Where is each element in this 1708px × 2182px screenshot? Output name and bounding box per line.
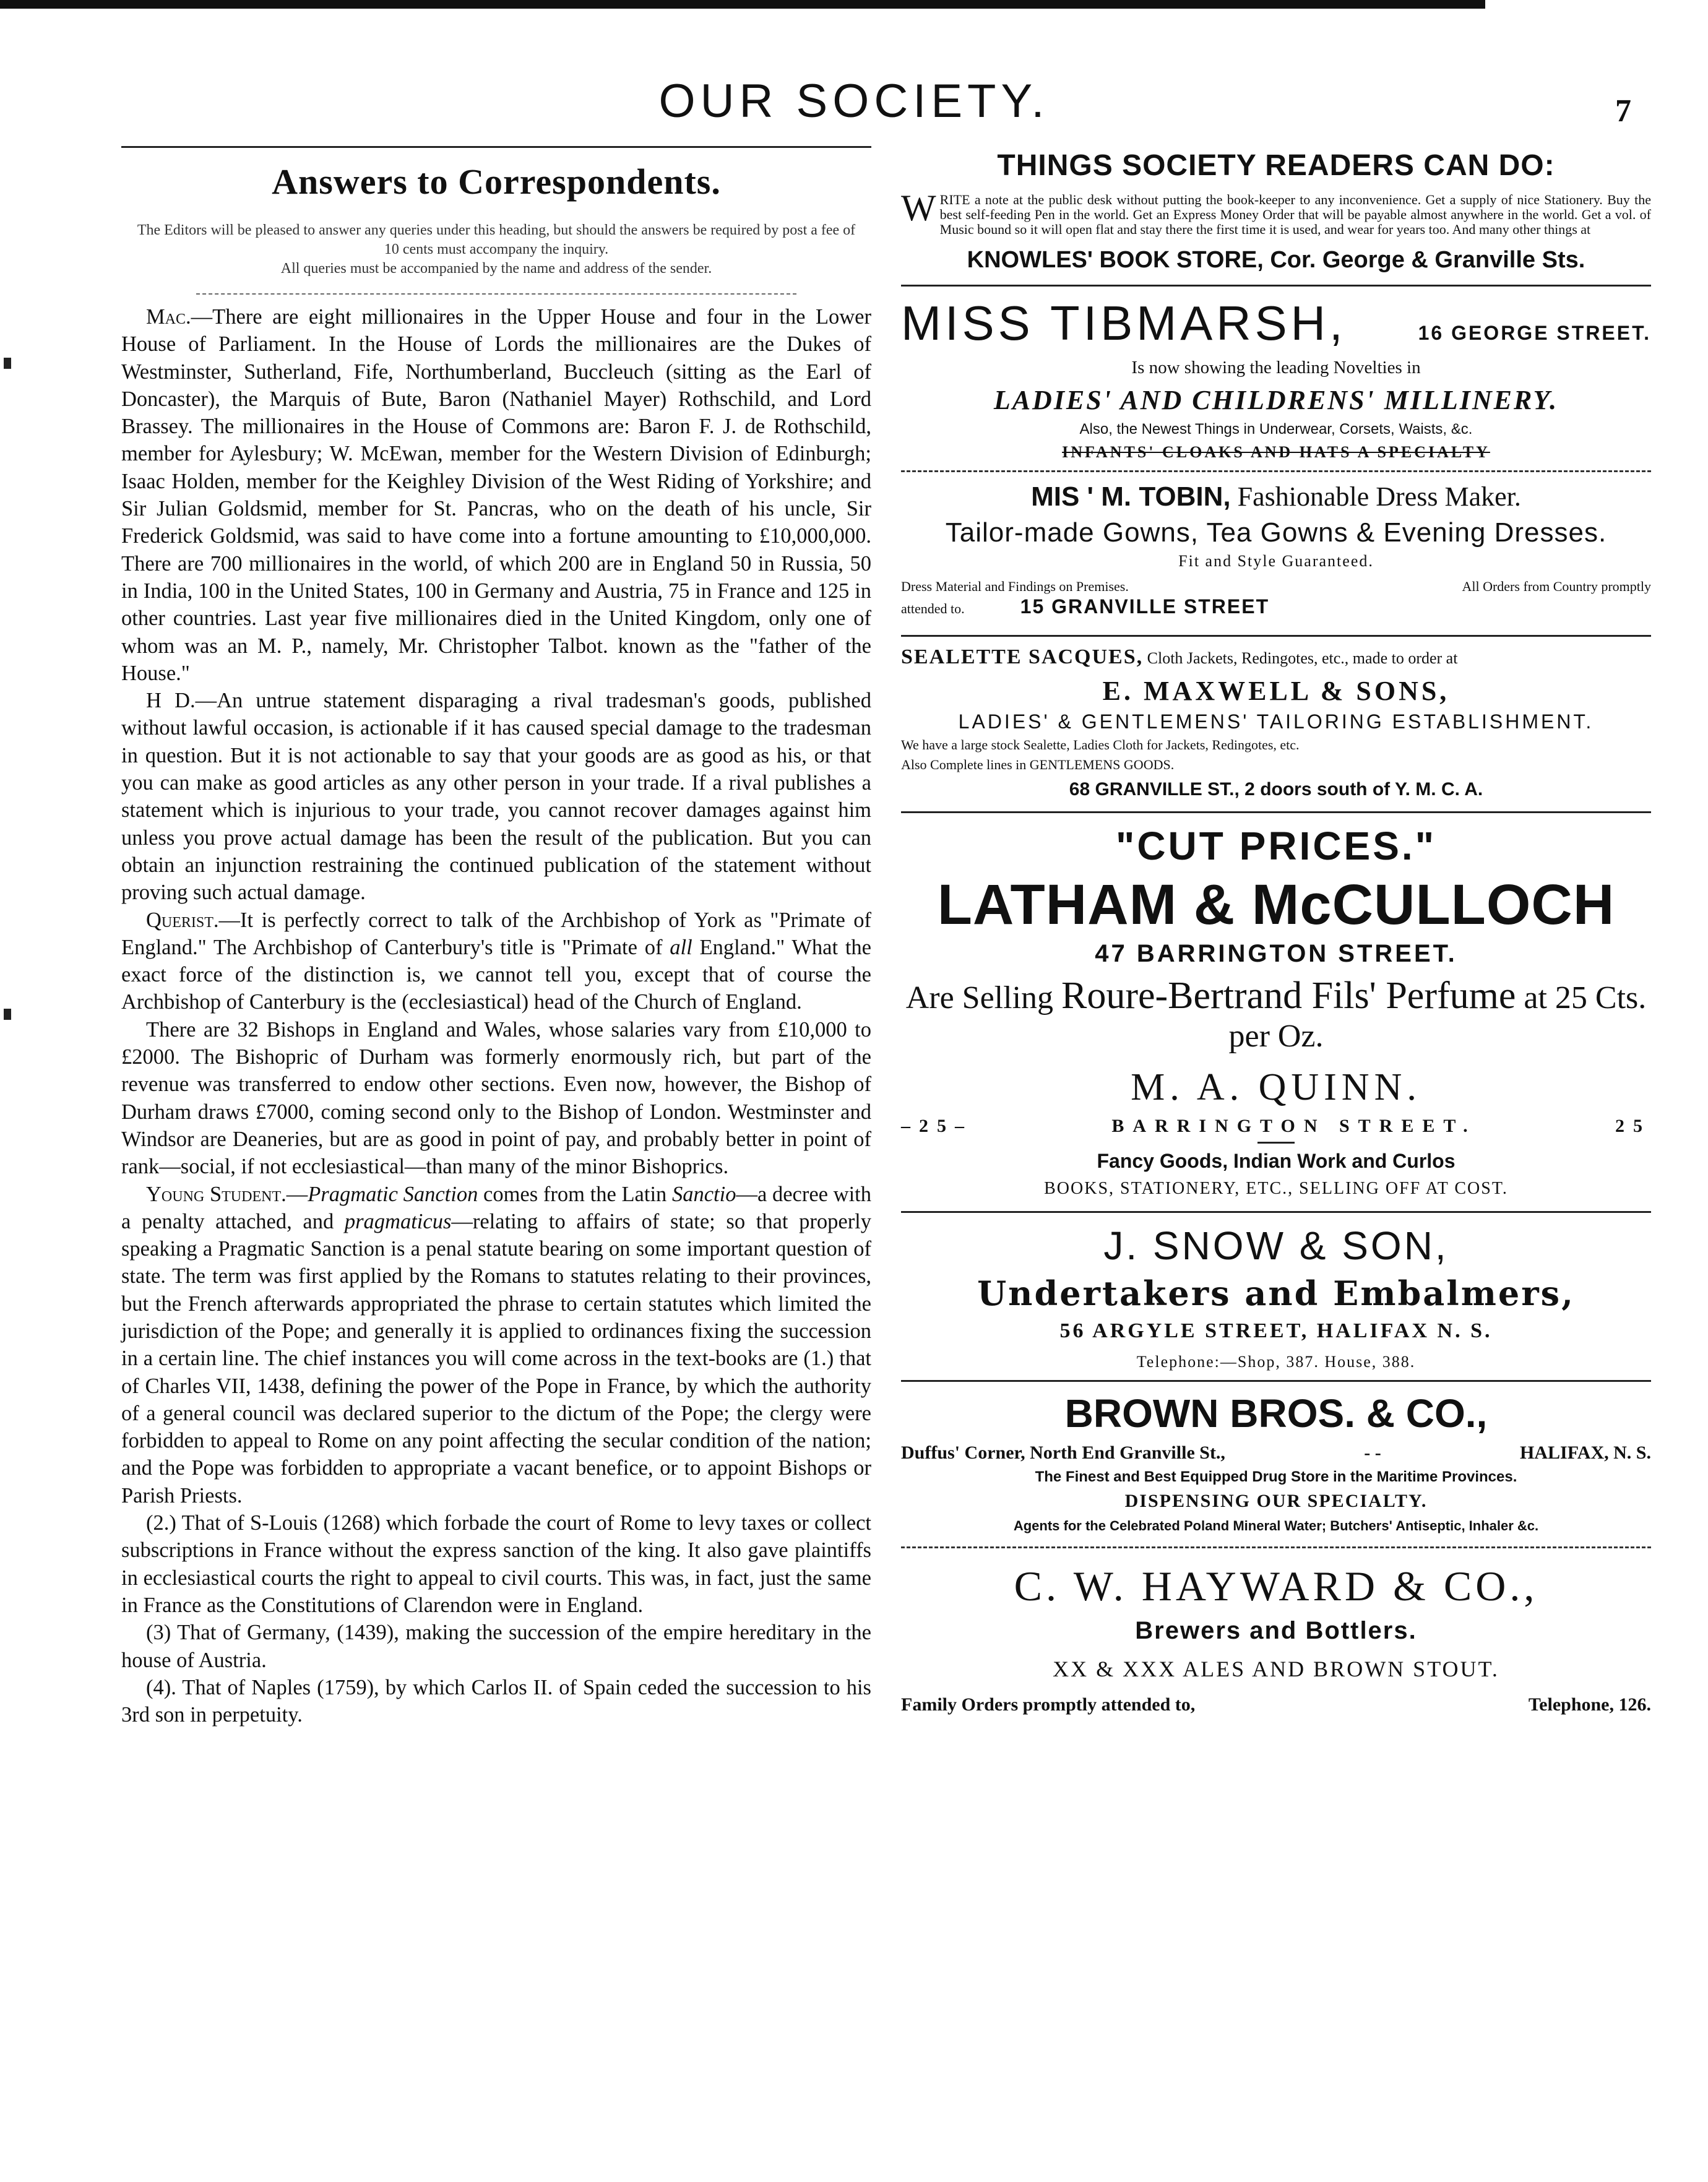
ad-quinn xyxy=(901,1066,1651,1199)
divider xyxy=(901,1211,1651,1213)
top-border-bar xyxy=(0,0,1485,9)
answer-lead: Mac. xyxy=(146,305,191,329)
ad-address-row: Duffus' Corner, North End Granville St., - - HALIFAX, N. S. xyxy=(901,1442,1651,1463)
ad-brown xyxy=(901,1391,1651,1534)
ad-name: MISS TIBMARSH, xyxy=(901,296,1347,350)
answer-lead: Querist. xyxy=(146,908,219,932)
ad-tibmarsh xyxy=(901,295,1651,462)
ad-text: Tailor-made Gowns, Tea Gowns & Evening Dresses. xyxy=(945,517,1607,548)
ad-headline: "CUT PRICES." xyxy=(1115,824,1437,868)
ad-text: Is now showing the leading Novelties in xyxy=(1131,358,1421,377)
ad-name: C. W. HAYWARD & CO., xyxy=(1014,1563,1538,1610)
ad-name: BROWN BROS. & CO., xyxy=(1064,1391,1488,1436)
answer-paragraph: Mac.—There are eight millionaires in the Upper House and four in the Lower House of Parliament. In the House of Lords the millionaires are the Dukes of Westminster, Sutherland, Fife, Northumberland, Buccleuch (sitting as the Earl of Doncaster), the Marquis of Bute, Baron (Nathaniel Mayer) Rothschild, and Lord Brassey. The millionaires in the House of Commons are: Baron F. J. de Rothschild, member for Aylesbury; W. McEwan, member for the Western Division of Edinburgh; Isaac Holden, member for the Keighley Division of the West Riding of Yorkshire; and Sir Julian Goldsmid, member for St. Pancras, who on the death of his uncle, Sir Frederick Goldsmid, was said to have come into a fortune amounting to £10,000,000. There are 700 millionaires in the world, of which 200 are in England 50 in Russia, 50 in India, 100 in the United States, 100 in Germany and Austria, 75 in France and 125 in other countries. Last year five millionaires died in the United Kingdom, only one of whom was an M. P., namely, Mr. Christopher Talbot. known as the "father of the House." xyxy=(121,305,871,685)
ad-text: WRITE a note at the public desk without putting the book-keeper to any inconvenience. Get a supply of nice Stationery. Buy the best self-feeding Pen in the world. Get an Express Money Order that will be payable almost anywhere in the world. Get a vol. of Music bound so it will open flat and stay there the first time it is used, and wear for years too. And many other things at xyxy=(901,188,1651,237)
correspondents-column xyxy=(121,149,871,1728)
ad-name: J. SNOW & SON, xyxy=(1103,1223,1449,1268)
ad-knowles xyxy=(901,149,1651,274)
answer-paragraph: Querist.—It is perfectly correct to talk of the Archbishop of York as "Primate of England." The Archbishop of Canterbury's title is "Primate of all England." What the exact force of the distinction is, we cannot tell you, except that of course the Archbishop of Canterbury is the (ecclesiastical) head of the Church of England. xyxy=(121,908,871,1014)
ad-headline: MIS ' M. TOBIN, Fashionable Dress Maker. xyxy=(1031,481,1521,512)
correspondents-intro xyxy=(134,221,859,278)
answer-paragraph: (2.) That of S-Louis (1268) which forbade the court of Rome to levy taxes or collect subscriptions in France without the express sanction of the king. It also gave plaintiffs in ecclesiastical courts the right to appeal to civil courts. This was, in fact, just the same in France as the Constitutions of Clarendon were in England. xyxy=(121,1511,871,1617)
ad-text: Fancy Goods, Indian Work and Curlos xyxy=(1097,1150,1456,1172)
answer-paragraph: There are 32 Bishops in England and Wales, whose salaries vary from £10,000 to £2000. The Bishopric of Durham was formerly enormously rich, but part of the revenue was transferred to endow other sections. Even now, however, the Bishop of Durham draws £7000, coming second only to the Bishop of London. Westminster and Windsor are Deaneries, but are as good in point of pay, and probably better in point of rank—social, if not ecclesiastical—than many of the minor Bishoprics. xyxy=(121,1017,871,1179)
intro-line: All queries must be accompanied by the name and address of the sender. xyxy=(280,261,712,277)
ad-text: XX & XXX ALES AND BROWN STOUT. xyxy=(1053,1657,1499,1681)
ad-maxwell xyxy=(901,645,1651,800)
divider xyxy=(901,635,1651,637)
ad-address-row: –25– BARRINGTON STREET. 25 xyxy=(901,1116,1651,1136)
divider xyxy=(901,285,1651,287)
answer-paragraph: (3) That of Germany, (1439), making the succession of the empire hereditary in the house of Austria. xyxy=(121,1621,871,1672)
ad-address: 68 GRANVILLE ST., 2 doors south of Y. M. C. A. xyxy=(1069,779,1483,800)
ad-specialty: INFANTS' CLOAKS AND HATS A SPECIALTY xyxy=(1062,443,1490,461)
margin-mark xyxy=(4,1009,11,1020)
ad-text: Fit and Style Guaranteed. xyxy=(1178,552,1374,570)
ad-address: 47 BARRINGTON STREET. xyxy=(1095,940,1457,967)
ad-text: Also Complete lines in GENTLEMENS GOODS. xyxy=(901,757,1175,772)
answer-lead: H D. xyxy=(146,689,196,713)
ad-text: DISPENSING OUR SPECIALTY. xyxy=(1124,1491,1428,1511)
ad-headline: Brewers and Bottlers. xyxy=(1135,1617,1417,1644)
ad-text: BOOKS, STATIONERY, ETC., SELLING OFF AT COST. xyxy=(1044,1179,1508,1198)
answer-paragraph: Young Student.—Pragmatic Sanction comes from the Latin Sanctio—a decree with a penalty attached, and pragmaticus—relating to affairs of state; so that properly speaking a Pragmatic Sanction is a penal statute bearing on some important question of state. The term was first applied by the Romans to statutes relating to their provinces, but the French afterwards appropriated the phrase to certain statutes which limited the jurisdiction of the Pope; and generally it is applied to ordinances fixing the succession in a certain line. The chief instances you will come across in the text-books are (1.) that of Charles VII, 1438, defining the power of the Pope in France, by which the authority of a general council was declared superior to the dictum of the Pope; the clergy were forbidden to appeal to Rome on any point affecting the secular condition of the nation; and the Pope was forbidden to appropriate a vacant benefice, or to appoint Bishops or Parish Priests. xyxy=(121,1182,872,1507)
ad-headline: LADIES' AND CHILDRENS' MILLINERY. xyxy=(993,385,1559,415)
answer-lead: Young Student. xyxy=(146,1182,287,1206)
ad-text: We have a large stock Sealette, Ladies Cloth for Jackets, Redingotes, etc. xyxy=(901,737,1300,752)
answer-paragraph: H D.—An untrue statement disparaging a rival tradesman's goods, published without lawful occasion, is actionable if it has caused special damage to the tradesman in question. But it is not actionable to say that your goods are as good as his, or that you can make as good articles as any other person in your trade. If a rival publishes a statement which is injurious to your trade, you cannot recover damages against him unless you prove actual damage has been the result of the publication. But you can obtain an injunction restraining the continued publication of the statement without proving such actual damage. xyxy=(121,689,871,905)
ad-text: Also, the Newest Things in Underwear, Corsets, Waists, &c. xyxy=(1079,421,1473,438)
ad-text: Are Selling Roure-Bertrand Fils' Perfume at 25 Cts. per Oz. xyxy=(905,975,1647,1054)
ad-headline: Undertakers and Embalmers, xyxy=(977,1274,1575,1313)
ad-hayward xyxy=(901,1562,1651,1715)
ad-address: 16 GEORGE STREET. xyxy=(1418,322,1651,344)
intro-line: The Editors will be pleased to answer any queries under this heading, but should the answers be required by post a fee of 10 cents must accompany the inquiry. xyxy=(137,222,856,257)
ad-text: LADIES' & GENTLEMENS' TAILORING ESTABLISHMENT. xyxy=(958,710,1594,733)
divider xyxy=(901,1546,1651,1548)
ad-text-row: attended to. 15 GRANVILLE STREET xyxy=(901,595,1270,618)
correspondents-body xyxy=(121,303,871,1728)
divider xyxy=(196,293,796,295)
ad-store-name: KNOWLES' BOOK STORE, Cor. George & Granville Sts. xyxy=(967,247,1585,273)
ad-name: E. MAXWELL & SONS, xyxy=(1102,676,1450,706)
ad-footer-row: Family Orders promptly attended to, Telephone, 126. xyxy=(901,1694,1651,1715)
ad-header-row xyxy=(901,295,1651,351)
margin-mark xyxy=(4,358,11,369)
ad-text: The Finest and Best Equipped Drug Store in the Maritime Provinces. xyxy=(1035,1468,1517,1485)
divider xyxy=(901,811,1651,813)
divider xyxy=(901,470,1651,472)
ad-text-row: Dress Material and Findings on Premises. All Orders from Country promptly xyxy=(901,579,1651,594)
masthead-rule xyxy=(121,146,871,148)
ad-text: SEALETTE SACQUES, Cloth Jackets, Redingotes, etc., made to order at xyxy=(901,645,1458,668)
advertisements-column xyxy=(901,149,1651,1715)
ad-snow xyxy=(901,1223,1651,1371)
ad-tobin xyxy=(901,481,1651,626)
ad-address: 56 ARGYLE STREET, HALIFAX N. S. xyxy=(1059,1319,1493,1342)
ad-text: Agents for the Celebrated Poland Mineral Water; Butchers' Antiseptic, Inhaler &c. xyxy=(1013,1518,1539,1533)
masthead-title: OUR SOCIETY. xyxy=(658,75,1050,127)
ad-telephone: Telephone:—Shop, 387. House, 388. xyxy=(1136,1353,1416,1371)
divider xyxy=(1257,1142,1295,1144)
divider xyxy=(901,1380,1651,1382)
page-number: 7 xyxy=(1615,93,1631,129)
correspondents-heading: Answers to Correspondents. xyxy=(272,162,721,202)
ad-address: 15 GRANVILLE STREET xyxy=(1020,595,1270,618)
drop-cap: W xyxy=(901,188,936,228)
ad-latham xyxy=(901,823,1651,1054)
ad-name: M. A. QUINN. xyxy=(1131,1066,1421,1108)
ad-name: LATHAM & McCULLOCH xyxy=(937,873,1615,936)
answer-paragraph: (4). That of Naples (1759), by which Carlos II. of Spain ceded the succession to his 3rd son in perpetuity. xyxy=(121,1675,871,1727)
ad-title: THINGS SOCIETY READERS CAN DO: xyxy=(997,149,1555,182)
